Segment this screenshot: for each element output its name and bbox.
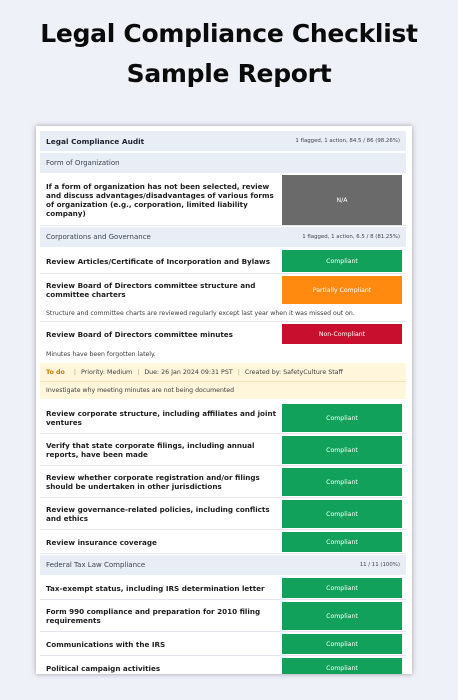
page-headline [0, 14, 458, 94]
item-question: Review corporate structure, including affiliates and joint ventures [46, 409, 277, 427]
report-document [36, 126, 412, 674]
checklist-item [40, 467, 406, 498]
todo-label: To do [46, 368, 65, 376]
item-question: Form 990 compliance and preparation for 2010 filing requirements [46, 607, 261, 625]
todo-created-by: Created by: SafetyCulture Staff [244, 368, 343, 376]
answer-badge-partially-compliant: Partially Compliant [282, 276, 402, 304]
item-question: Political campaign activities [46, 663, 161, 673]
section-title: Form of Organization [46, 159, 120, 167]
answer-badge-compliant: Compliant [282, 602, 402, 630]
todo-priority: Priority: Medium [80, 368, 133, 376]
checklist-item [40, 601, 406, 632]
divider: | [237, 368, 240, 376]
section-title: Corporations and Governance [46, 233, 151, 241]
checklist-item [40, 249, 406, 274]
checklist-item [40, 499, 406, 530]
headline-line-1: Legal Compliance Checklist [40, 19, 418, 48]
checklist-item [40, 403, 406, 434]
checklist-item [40, 577, 406, 600]
section-federal-tax [40, 555, 406, 575]
answer-badge-compliant: Compliant [282, 468, 402, 496]
checklist-item [40, 323, 406, 345]
item-question: Tax-exempt status, including IRS determination letter [46, 583, 265, 593]
section-score: 11 / 11 (100%) [359, 562, 400, 568]
answer-badge-compliant: Compliant [282, 250, 402, 272]
answer-badge-compliant: Compliant [282, 404, 402, 432]
item-question: Review insurance coverage [46, 537, 157, 547]
answer-badge-compliant: Compliant [282, 500, 402, 528]
checklist-item [40, 633, 406, 656]
todo-note: Investigate why meeting minutes are not being documented [40, 381, 406, 399]
answer-badge-compliant: Compliant [282, 436, 402, 464]
answer-badge-compliant: Compliant [282, 634, 402, 654]
checklist-item [40, 435, 406, 466]
checklist-item [40, 531, 406, 554]
item-question: Verify that state corporate filings, including annual reports, have been made [46, 441, 255, 459]
item-note: Minutes have been forgotten lately. [46, 350, 156, 358]
checklist-item [40, 657, 406, 674]
item-note: Structure and committee charts are reviewed regularly except last year when it was missed out on. [40, 306, 406, 322]
answer-badge-non-compliant: Non-Compliant [282, 324, 402, 344]
audit-header [40, 131, 406, 151]
item-question: Review governance-related policies, including conflicts and ethics [46, 505, 270, 523]
answer-badge-compliant: Compliant [282, 578, 402, 598]
section-corporations-governance [40, 227, 406, 247]
item-question: Communications with the IRS [46, 639, 166, 649]
item-question: Review Board of Directors committee minutes [46, 329, 233, 339]
checklist-item [40, 175, 406, 226]
item-question: Review Articles/Certificate of Incorporation and Bylaws [46, 256, 270, 266]
headline-line-2: Sample Report [126, 59, 332, 88]
answer-badge-na: N/A [282, 175, 402, 225]
item-question: If a form of organization has not been selected, review and discuss advantages/disadvantages of various forms of organization (e.g., corporation, limited liability company) [46, 182, 274, 218]
section-form-of-organization [40, 153, 406, 173]
section-score: 1 flagged, 1 action, 6.5 / 8 (81.25%) [302, 234, 400, 240]
item-question: Review Board of Directors committee structure and committee charters [46, 281, 256, 299]
answer-badge-compliant: Compliant [282, 532, 402, 552]
divider: | [137, 368, 140, 376]
item-question: Review whether corporate registration and/or filings should be undertaken in other jurisdictions [46, 473, 260, 491]
todo-action-row[interactable] [40, 363, 406, 381]
divider: | [73, 368, 76, 376]
section-title: Federal Tax Law Compliance [46, 561, 146, 569]
audit-score: 1 flagged, 1 action, 84.5 / 86 (98.26%) [295, 138, 400, 144]
answer-badge-compliant: Compliant [282, 658, 402, 674]
checklist-item [40, 275, 406, 305]
todo-due: Due: 26 Jan 2024 09:31 PST [144, 368, 233, 376]
audit-title: Legal Compliance Audit [46, 136, 145, 146]
